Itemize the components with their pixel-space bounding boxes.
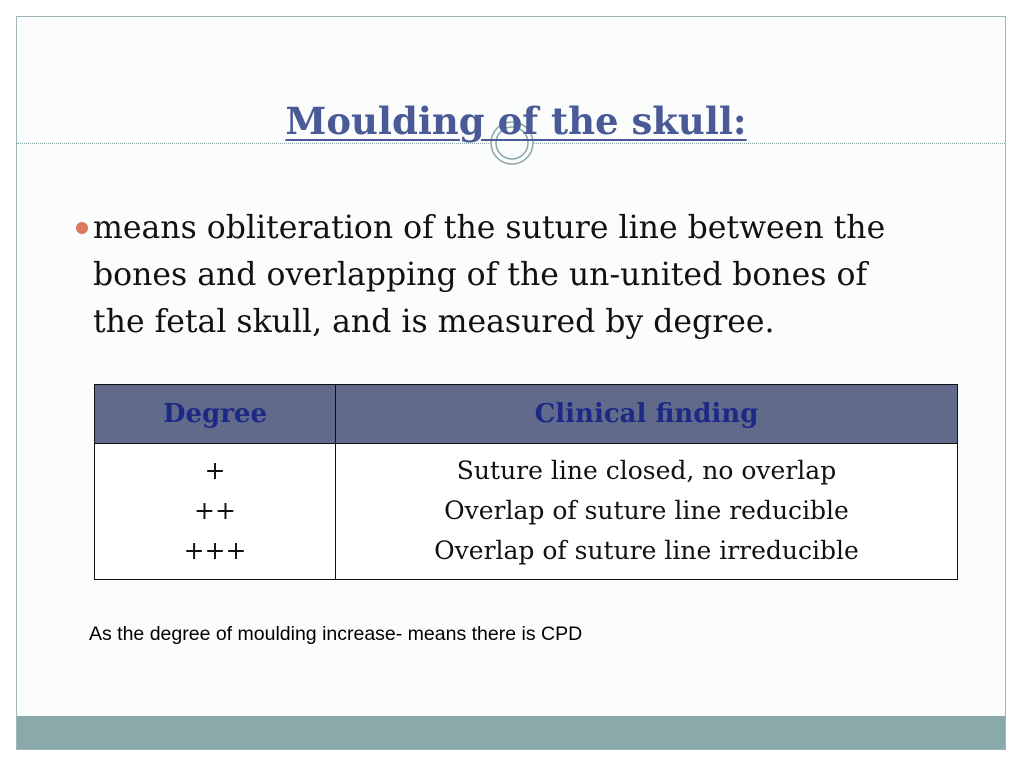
table-row — [95, 444, 958, 580]
degree-cell — [95, 444, 336, 580]
bullet-dot-icon — [76, 222, 88, 234]
finding-text: Overlap of suture line irreducible — [434, 536, 859, 565]
header-degree: Degree — [95, 385, 336, 444]
header-clinical-finding: Clinical finding — [336, 385, 958, 444]
degree-value: + — [204, 456, 226, 485]
degree-value: +++ — [183, 536, 247, 565]
slide-title: Moulding of the skull: — [285, 99, 747, 143]
bullet-text: means obliteration of the suture line between the bones and overlapping of the un-united bones of the fetal skull, and is measured by degree. — [93, 210, 886, 340]
table-header-row — [95, 385, 958, 444]
footer-bar — [17, 716, 1005, 749]
clinical-finding-cell — [336, 444, 958, 580]
degree-value: ++ — [194, 496, 236, 525]
slide — [16, 16, 1006, 750]
moulding-degree-table — [94, 384, 958, 580]
finding-text: Overlap of suture line reducible — [444, 496, 849, 525]
finding-text: Suture line closed, no overlap — [456, 456, 837, 485]
footnote-text: As the degree of moulding increase- means there is CPD — [89, 623, 583, 645]
